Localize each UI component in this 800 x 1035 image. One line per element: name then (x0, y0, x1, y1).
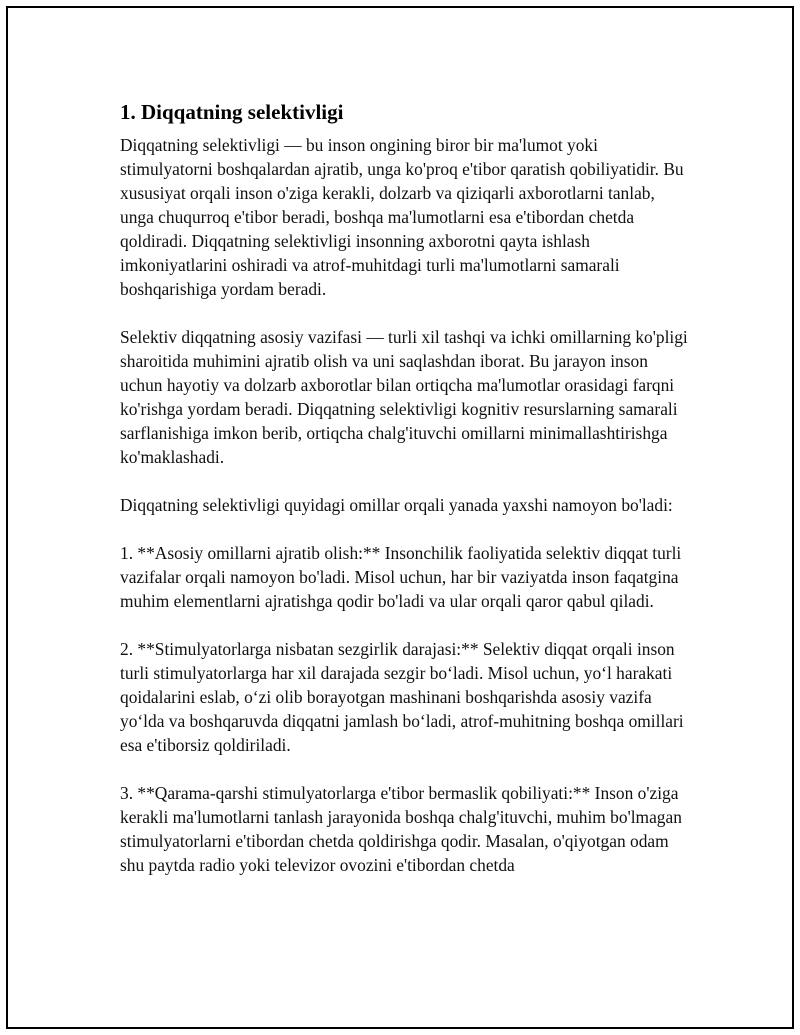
paragraph-factors-intro: Diqqatning selektivligi quyidagi omillar orqali yanada yaxshi namoyon bo'ladi: (120, 495, 673, 515)
list-item-factor-1: 1. **Asosiy omillarni ajratib olish:** Insonchilik faoliyatida selektiv diqqat turli vazifalar orqali namoyon bo'ladi. Misol uchun, har bir vaziyatda inson faqatgina muhim elementlarni ajratishga qodir bo'ladi va ular orqali qaror qabul qiladi. (120, 543, 682, 611)
page-frame (6, 6, 794, 1029)
document-body (120, 98, 690, 877)
paragraph-main-function: Selektiv diqqatning asosiy vazifasi — turli xil tashqi va ichki omillarning ko'pligi sharoitida muhimini ajratib olish va uni saqlashdan iborat. Bu jarayon inson uchun hayotiy va dolzarb axborotlar bilan ortiqcha ma'lumotlar orasidagi farqni ko'rishga yordam beradi. Diqqatning selektivligi kognitiv resurslarning samarali sarflanishiga imkon berib, ortiqcha chalg'ituvchi omillarni minimallashtirishga ko'maklashadi. (120, 327, 688, 467)
list-item-factor-3: 3. **Qarama-qarshi stimulyatorlarga e'tibor bermaslik qobiliyati:** Inson o'ziga kerakli ma'lumotlarni tanlash jarayonida boshqa chalg'ituvchi, muhim bo'lmagan stimulyatorlarni e'tibordan chetda qoldirishga qodir. Masalan, o'qiyotgan odam shu paytda radio yoki televizor ovozini e'tibordan chetda (120, 783, 682, 875)
section-heading: 1. Diqqatning selektivligi (120, 100, 344, 124)
paragraph-definition: Diqqatning selektivligi — bu inson ongining biror bir ma'lumot yoki stimulyatorni boshqalardan ajratib, unga ko'proq e'tibor qaratish qobiliyatidir. Bu xususiyat orqali inson o'ziga kerakli, dolzarb va qiziqarli axborotlarni tanlab, unga chuqurroq e'tibor beradi, boshqa ma'lumotlarni esa e'tibordan chetda qoldiradi. Diqqatning selektivligi insonning axborotni qayta ishlash imkoniyatlarini oshiradi va atrof-muhitdagi turli ma'lumotlarni samarali boshqarishiga yordam beradi. (120, 135, 684, 299)
list-item-factor-2: 2. **Stimulyatorlarga nisbatan sezgirlik darajasi:** Selektiv diqqat orqali inson turli stimulyatorlarga har xil darajada sezgir bo‘ladi. Misol uchun, yo‘l harakati qoidalarini eslab, o‘zi olib borayotgan mashinani boshqarishda asosiy vazifa yo‘lda va boshqaruvda diqqatni jamlash bo‘ladi, atrof-muhitning boshqa omillari esa e'tiborsiz qoldiriladi. (120, 639, 684, 755)
